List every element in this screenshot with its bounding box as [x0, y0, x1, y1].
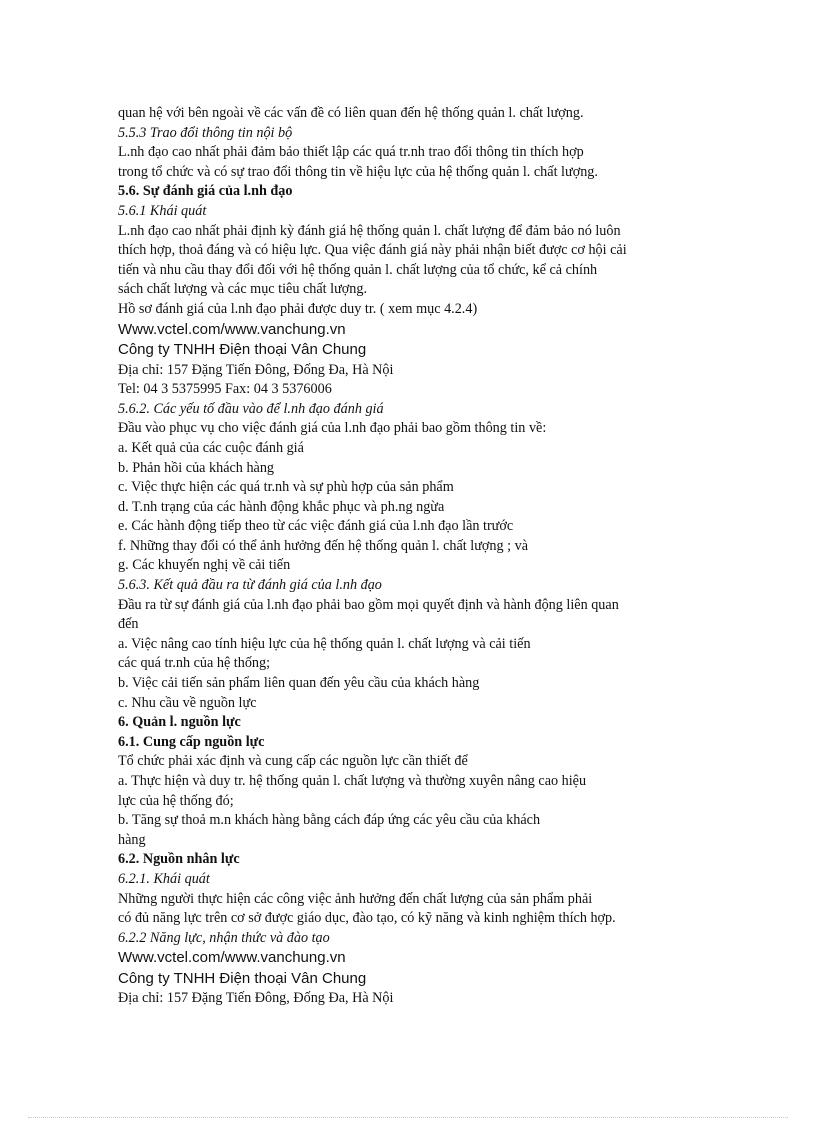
text-line: Đầu ra từ sự đánh giá của l.nh đạo phải bao gồm mọi quyết định và hành động liên quan: [118, 596, 619, 613]
text-line: a. Thực hiện và duy tr. hệ thống quản l. chất lượng và thường xuyên nâng cao hiệu: [118, 773, 587, 789]
text-line: a. Kết quả của các cuộc đánh giá: [118, 439, 304, 456]
text-line: sách chất lượng và các mục tiêu chất lượng.: [118, 281, 368, 298]
subsection-heading: 6.2.2 Năng lực, nhận thức và đào tạo: [118, 929, 330, 946]
section-heading: 6. Quản l. nguồn lực: [118, 714, 241, 731]
subsection-heading: 5.6.2. Các yếu tố đầu vào để l.nh đạo đánh giá: [118, 400, 384, 417]
text-line: b. Phản hồi của khách hàng: [118, 459, 275, 476]
text-line: Tel: 04 3 5375995 Fax: 04 3 5376006: [118, 381, 332, 398]
text-line: b. Việc cải tiến sản phẩm liên quan đến yêu cầu của khách hàng: [118, 675, 480, 692]
text-line: a. Việc nâng cao tính hiệu lực của hệ thống quản l. chất lượng và cải tiến: [118, 635, 531, 652]
subsection-heading: 5.5.3 Trao đổi thông tin nội bộ: [118, 124, 293, 141]
contact-line: Công ty TNHH Điện thoại Vân Chung: [118, 969, 367, 987]
text-line: hàng: [118, 831, 146, 848]
text-line: Địa chỉ: 157 Đặng Tiến Đông, Đống Đa, Hà Nội: [118, 361, 394, 378]
contact-line: Www.vctel.com/www.vanchung.vn: [118, 320, 346, 338]
text-line: có đủ năng lực trên cơ sở được giáo dục, đào tạo, có kỹ năng và kinh nghiệm thích hợp.: [118, 910, 616, 927]
text-line: c. Việc thực hiện các quá tr.nh và sự phù hợp của sản phẩm: [118, 479, 454, 496]
document-body: [118, 104, 718, 1009]
text-line: đến: [118, 616, 139, 633]
page-bottom-dotted-border: [28, 1117, 788, 1118]
text-line: c. Nhu cầu về nguồn lực: [118, 694, 257, 711]
text-line: L.nh đạo cao nhất phải đảm bảo thiết lập các quá tr.nh trao đổi thông tin thích hợp: [118, 144, 584, 161]
text-line: tiến và nhu cầu thay đổi đối với hệ thống quản l. chất lượng của tổ chức, kể cả chính: [118, 261, 598, 278]
text-line: d. T.nh trạng của các hành động khắc phục và ph.ng ngừa: [118, 498, 445, 515]
text-line: e. Các hành động tiếp theo từ các việc đánh giá của l.nh đạo lần trước: [118, 518, 514, 535]
section-heading: 6.2. Nguồn nhân lực: [118, 851, 240, 868]
contact-line: Www.vctel.com/www.vanchung.vn: [118, 949, 346, 967]
subsection-heading: 5.6.1 Khái quát: [118, 202, 207, 219]
text-line: quan hệ với bên ngoài về các vấn đề có liên quan đến hệ thống quản l. chất lượng.: [118, 105, 584, 121]
text-line: g. Các khuyến nghị về cải tiến: [118, 557, 291, 574]
text-line: b. Tăng sự thoả m.n khách hàng bằng cách đáp ứng các yêu cầu của khách: [118, 812, 541, 829]
text-line: f. Những thay đổi có thể ảnh hưởng đến hệ thống quản l. chất lượng ; và: [118, 537, 529, 554]
text-line: các quá tr.nh của hệ thống;: [118, 655, 271, 672]
text-line: Những người thực hiện các công việc ảnh hưởng đến chất lượng của sản phẩm phải: [118, 890, 593, 907]
text-line: lực của hệ thống đó;: [118, 792, 234, 809]
text-line: trong tổ chức và có sự trao đổi thông tin về hiệu lực của hệ thống quản l. chất lượng.: [118, 163, 598, 180]
text-line: Đầu vào phục vụ cho việc đánh giá của l.nh đạo phải bao gồm thông tin về:: [118, 420, 547, 437]
subsection-heading: 6.2.1. Khái quát: [118, 870, 210, 887]
text-line: Tổ chức phải xác định và cung cấp các nguồn lực cần thiết để: [118, 753, 468, 770]
contact-line: Công ty TNHH Điện thoại Vân Chung: [118, 341, 367, 359]
text-line: L.nh đạo cao nhất phải định kỳ đánh giá hệ thống quản l. chất lượng để đảm bảo nó luôn: [118, 222, 621, 239]
subsection-heading: 5.6.3. Kết quả đầu ra từ đánh giá của l.nh đạo: [118, 577, 382, 594]
section-heading: 5.6. Sự đánh giá của l.nh đạo: [118, 183, 293, 200]
text-line: Địa chỉ: 157 Đặng Tiến Đông, Đống Đa, Hà Nội: [118, 990, 394, 1007]
text-line: Hồ sơ đánh giá của l.nh đạo phải được duy tr. ( xem mục 4.2.4): [118, 300, 478, 317]
section-heading: 6.1. Cung cấp nguồn lực: [118, 733, 265, 750]
text-line: thích hợp, thoả đáng và có hiệu lực. Qua việc đánh giá này phải nhận biết được cơ hội cải: [118, 242, 627, 259]
